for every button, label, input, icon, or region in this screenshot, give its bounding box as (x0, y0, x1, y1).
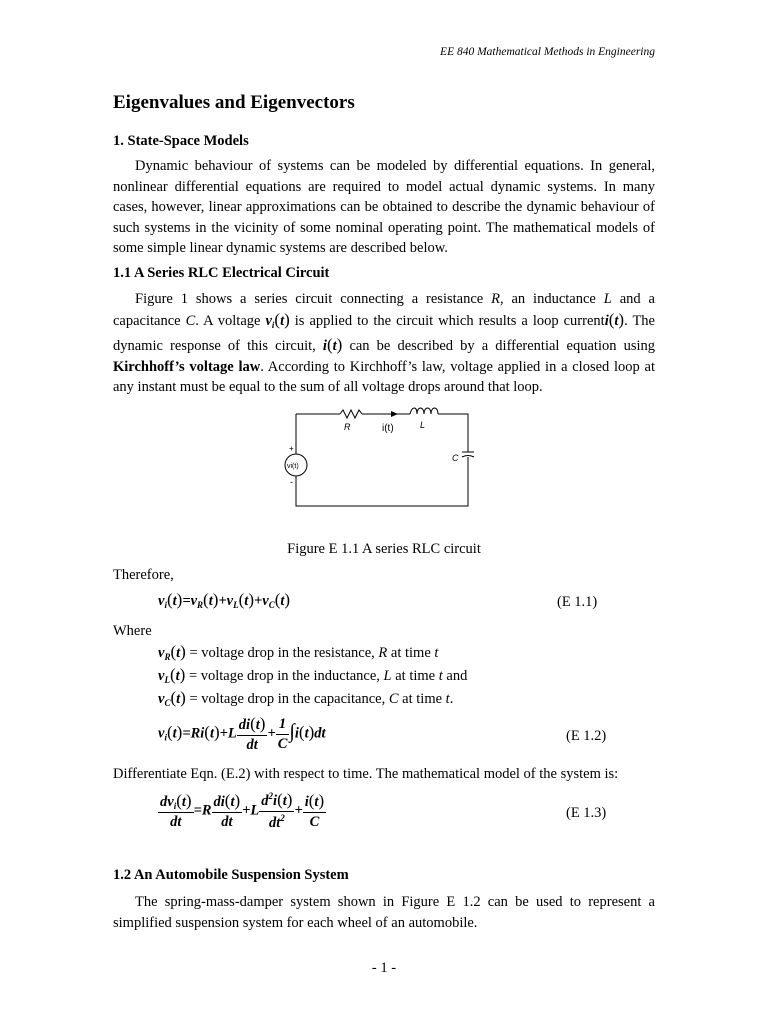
where-text: Where (113, 623, 152, 639)
running-header: EE 840 Mathematical Methods in Engineering (440, 46, 655, 58)
label-L: L (420, 420, 426, 430)
label-minus: - (290, 477, 293, 487)
therefore-text: Therefore, (113, 567, 174, 583)
label-plus: + (289, 444, 294, 453)
figure-caption: Figure E 1.1 A series RLC circuit (287, 541, 481, 557)
differentiate-text: Differentiate Eqn. (E.2) with respect to time. The mathematical model of the system is: (113, 766, 619, 782)
bottom-wire (296, 457, 468, 506)
section-1-1-heading: 1.1 A Series RLC Electrical Circuit (113, 265, 330, 281)
equation-e1-1-label: (E 1.1) (557, 594, 598, 610)
label-C: C (452, 453, 459, 463)
resistor-symbol (340, 410, 362, 418)
rlc-circuit-figure (280, 400, 490, 515)
equation-e1-2: $v_i(t)=Ri(t)+L$ $\frac{di(t)}{dt}$ + $\frac{1}{C}$ ∫i(t)dt (158, 714, 326, 753)
top-wire-right (438, 414, 468, 452)
section-1-1-paragraph: Figure 1 shows a series circuit connecting a resistance R, an inductance L and a capacitance C. A voltage $v_i(t)$ is applied to the circuit which results a loop currenti(t). The dynamic response of this circuit, i(t) can be described by a differential equation using Kirchhoff’s voltage law. According to Kirchhoff’s law, voltage applied in a closed loop at any instant must be equal to the sum of all voltage drops around that loop. (113, 291, 656, 395)
current-arrow-icon (391, 411, 398, 417)
section-1-2-paragraph: The spring-mass-damper system shown in Figure E 1.2 can be used to represent a simplified suspension system for each wheel of an automobile. (113, 894, 655, 931)
where-item-vr: $v_R(t)$ = voltage drop in the resistance, R at time t (158, 642, 439, 662)
equation-e1-1: $v_i(t)=v_R(t)+v_L(t)+v_C(t)$ (158, 590, 291, 610)
label-source: vi(t) (287, 463, 299, 470)
label-R: R (344, 422, 351, 432)
equation-e1-2-label: (E 1.2) (566, 728, 607, 744)
label-current: i(t) (382, 423, 394, 434)
where-item-vl: $v_L(t)$ = voltage drop in the inductance, L at time t and (158, 665, 468, 685)
section-1-paragraph: Dynamic behaviour of systems can be modeled by differential equations. In general, nonlinear differential equations are required to model actual dynamic systems. In many cases, however, linear approximations can be obtained to describe the dynamic behaviour of such systems in the vicinity of some nominal operating point. The mathematical models of some simple linear dynamic systems are described below. (113, 158, 655, 256)
section-1-2-heading: 1.2 An Automobile Suspension System (113, 867, 349, 883)
equation-e1-3-label: (E 1.3) (566, 805, 607, 821)
inductor-symbol (410, 408, 438, 414)
page-number: - 1 - (371, 960, 397, 976)
where-item-vc: $v_C(t)$ = voltage drop in the capacitance, C at time t. (158, 688, 454, 708)
equation-e1-3: $\frac{dv_i(t)}{dt}$ =R $\frac{di(t)}{dt}$ +L $\frac{d^2i(t)}{dt^2}$ + $\frac{i(t)}{C}$ (160, 790, 325, 831)
capacitor-symbol (462, 452, 474, 457)
document-title: Eigenvalues and Eigenvectors (113, 92, 355, 113)
section-1-heading: 1. State-Space Models (113, 133, 249, 149)
